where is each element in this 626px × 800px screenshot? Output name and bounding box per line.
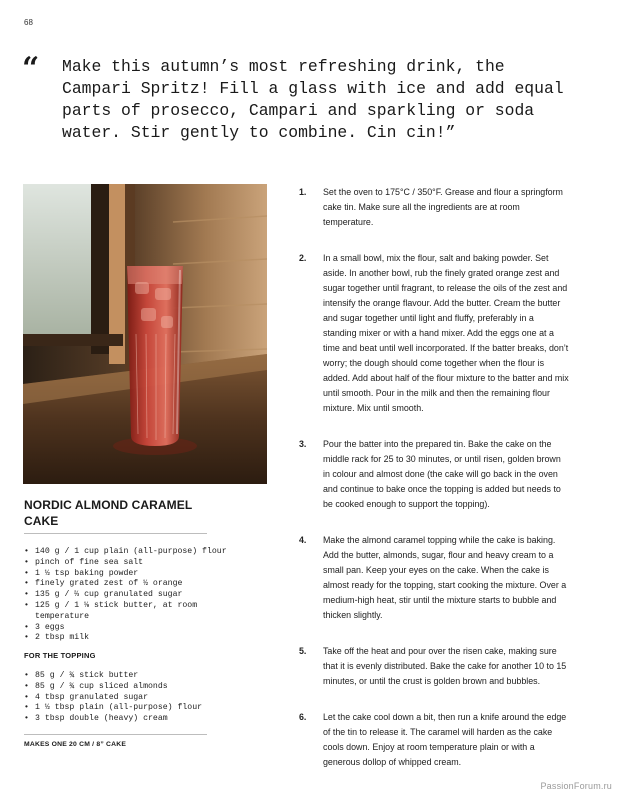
topping-heading: FOR THE TOPPING bbox=[24, 651, 96, 660]
ingredient-item: • 1 ½ tsp baking powder bbox=[24, 569, 234, 580]
cocktail-photo bbox=[23, 184, 267, 484]
method-step bbox=[299, 437, 569, 512]
divider bbox=[24, 533, 207, 534]
step-text: Set the oven to 175°C / 350°F. Grease and flour a springform cake tin. Make sure all the ingredients are at room temperature. bbox=[323, 187, 563, 227]
topping-item: • 3 tbsp double (heavy) cream bbox=[24, 714, 234, 725]
step-number: 1. bbox=[299, 187, 307, 197]
step-number: 6. bbox=[299, 712, 307, 722]
pull-quote: Make this autumn’s most refreshing drink, the Campari Spritz! Fill a glass with ice and add equal parts of prosecco, Campari and sparkling or soda water. Stir gently to combine. Cin cin!” bbox=[62, 57, 564, 142]
step-text: Make the almond caramel topping while the cake is baking. Add the butter, almonds, sugar, flour and heavy cream to a small pan. Keep your eyes on the cake. When the cake is almost ready for the topping, start cooking the mixture. Over a medium-high heat, stir until the mixture starts to bubble and thicken slightly. bbox=[323, 535, 567, 620]
method-step bbox=[299, 251, 569, 416]
ingredient-item: • 135 g / ⅔ cup granulated sugar bbox=[24, 590, 234, 601]
ingredient-item: • finely grated zest of ½ orange bbox=[24, 579, 234, 590]
step-number: 4. bbox=[299, 535, 307, 545]
method-step bbox=[299, 533, 569, 623]
method-step bbox=[299, 185, 569, 230]
step-number: 5. bbox=[299, 646, 307, 656]
method-step bbox=[299, 710, 569, 770]
step-number: 2. bbox=[299, 253, 307, 263]
topping-item: • 1 ½ tbsp plain (all-purpose) flour bbox=[24, 703, 234, 714]
ingredient-item: • 140 g / 1 cup plain (all-purpose) flour bbox=[24, 547, 234, 558]
topping-item: • 4 tbsp granulated sugar bbox=[24, 693, 234, 704]
topping-item: • 85 g / ¾ cup sliced almonds bbox=[24, 682, 234, 693]
divider bbox=[24, 734, 207, 735]
ingredient-item: • 3 eggs bbox=[24, 623, 234, 634]
watermark: PassionForum.ru bbox=[540, 781, 612, 791]
topping-list bbox=[24, 671, 234, 725]
page-number: 68 bbox=[24, 18, 33, 27]
ingredient-item: • 125 g / 1 ⅛ stick butter, at room temperature bbox=[24, 601, 234, 623]
step-number: 3. bbox=[299, 439, 307, 449]
recipe-title: NORDIC ALMOND CARAMEL CAKE bbox=[24, 498, 193, 528]
method-steps bbox=[299, 185, 569, 770]
yield-note: MAKES ONE 20 CM / 8” CAKE bbox=[24, 741, 127, 748]
ingredients-list bbox=[24, 547, 234, 644]
method-step bbox=[299, 644, 569, 689]
step-text: In a small bowl, mix the flour, salt and baking powder. Set aside. In another bowl, rub the finely grated orange zest and sugar together until fragrant, to release the oils of the zest and intensify the orange flavour. Add the butter. Cream the butter and sugar together until light and fluffy, preferably in a standing mixer or with a hand mixer. Add the eggs one at a time and beat until well incorporated. If the batter breaks, don’t worry; the dough should come together when the flour is added. Add about half of the flour mixture to the batter and mix until smooth. Pour in the milk and then the remaining flour mixture. Mix until smooth. bbox=[323, 253, 569, 413]
quote-mark-icon: “ bbox=[22, 51, 40, 86]
step-text: Take off the heat and pour over the risen cake, making sure that it is evenly distributed. Bake the cake for another 10 to 15 minutes, or until the crust is golden brown and bubbles. bbox=[323, 646, 567, 686]
step-text: Let the cake cool down a bit, then run a knife around the edge of the tin to release it. The caramel will harden as the cake cools down. Enjoy at room temperature plain or with a generous dollop of whipped cream. bbox=[323, 712, 567, 767]
step-text: Pour the batter into the prepared tin. Bake the cake on the middle rack for 25 to 30 minutes, or until risen, golden brown in colour and almost done (the cake will go back in the oven and continue to bake once the topping is added but needs to be cooked enough to support the topping). bbox=[323, 439, 561, 509]
ingredient-item: • 2 tbsp milk bbox=[24, 633, 234, 644]
topping-item: • 85 g / ¾ stick butter bbox=[24, 671, 234, 682]
ingredient-item: • pinch of fine sea salt bbox=[24, 558, 234, 569]
